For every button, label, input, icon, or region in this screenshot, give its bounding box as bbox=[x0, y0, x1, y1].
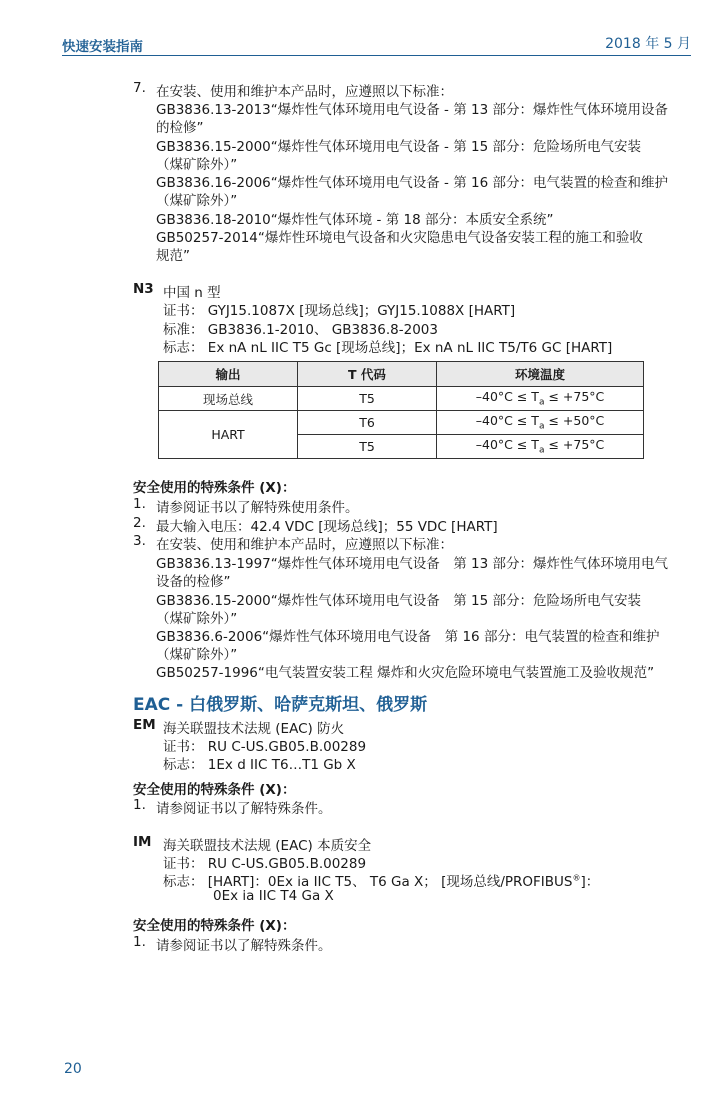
list-item-continued: （煤矿除外）” bbox=[156, 647, 238, 663]
item7-line: （煤矿除外）” bbox=[156, 193, 238, 209]
list-item: 请参阅证书以了解特殊使用条件。 bbox=[156, 500, 359, 516]
n3-code: N3 bbox=[133, 281, 154, 297]
page-number: 20 bbox=[64, 1061, 82, 1077]
section-heading-eac: EAC - 白俄罗斯、哈萨克斯坦、俄罗斯 bbox=[133, 695, 428, 715]
cell-tcode: T6 bbox=[298, 411, 437, 435]
im-title: 海关联盟技术法规 (EAC) 本质安全 bbox=[163, 838, 372, 854]
list-number: 3. bbox=[133, 533, 146, 549]
item7-line: GB3836.18-2010“爆炸性气体环境 - 第 18 部分：本质安全系统” bbox=[156, 212, 554, 228]
item7-line: GB50257-2014“爆炸性环境电气设备和火灾隐患电气设备安装工程的施工和验收 bbox=[156, 230, 643, 246]
cell-tcode: T5 bbox=[298, 387, 437, 411]
em-code: EM bbox=[133, 717, 156, 733]
list-item-continued: GB3836.15-2000“爆炸性气体环境用电气设备 第 15 部分：危险场所电气安装 bbox=[156, 593, 642, 609]
doc-date: 2018 年 5 月 bbox=[605, 36, 691, 52]
list-item: 最大输入电压：42.4 VDC [现场总线]；55 VDC [HART] bbox=[156, 519, 498, 535]
item7-line: GB3836.15-2000“爆炸性气体环境用电气设备 - 第 15 部分：危险场所电气安装 bbox=[156, 139, 641, 155]
doc-title: 快速安装指南 bbox=[62, 39, 143, 55]
item7-line: （煤矿除外）” bbox=[156, 157, 238, 173]
n3-marking: 标志： Ex nA nL IIC T5 Gc [现场总线]；Ex nA nL IIC T5/T6 GC [HART] bbox=[163, 340, 613, 356]
item7-line: GB3836.16-2006“爆炸性气体环境用电气设备 - 第 16 部分：电气装置的检查和维护 bbox=[156, 175, 668, 191]
im-cert: 证书： RU C-US.GB05.B.00289 bbox=[163, 856, 367, 872]
special-conditions-heading: 安全使用的特殊条件 (X)： bbox=[133, 480, 296, 496]
special-conditions-heading: 安全使用的特殊条件 (X)： bbox=[133, 782, 296, 798]
n3-cert: 证书： GYJ15.1087X [现场总线]；GYJ15.1088X [HART] bbox=[163, 303, 516, 319]
list-number: 1. bbox=[133, 797, 146, 813]
list-item: 请参阅证书以了解特殊条件。 bbox=[156, 938, 332, 954]
em-marking: 标志： 1Ex d IIC T6…T1 Gb X bbox=[163, 757, 356, 773]
im-marking-continued: 0Ex ia IIC T4 Ga X bbox=[213, 888, 334, 904]
temperature-table bbox=[158, 361, 644, 459]
cell-temp: $-40^\circ C \le T_a \le +75^\circ C$ bbox=[437, 387, 644, 411]
im-marking: 标志： [HART]：0Ex ia IIC T5、 T6 Ga X； [现场总线/PROFIBUS®]： bbox=[163, 873, 600, 890]
n3-standard: 标准： GB3836.1-2010、 GB3836.8-2003 bbox=[163, 322, 438, 338]
table-row bbox=[159, 387, 644, 411]
list-number: 1. bbox=[133, 934, 146, 950]
cell-temp: $-40^\circ C \le T_a \le +50^\circ C$ bbox=[437, 411, 644, 435]
list-item-continued: GB3836.6-2006“爆炸性气体环境用电气设备 第 16 部分：电气装置的检查和维护 bbox=[156, 629, 660, 645]
list-item-continued: （煤矿除外）” bbox=[156, 611, 238, 627]
col-header-ambient-temp: 环境温度 bbox=[437, 362, 644, 387]
list-item: 在安装、使用和维护本产品时，应遵照以下标准： bbox=[156, 537, 453, 553]
list-item: 请参阅证书以了解特殊条件。 bbox=[156, 801, 332, 817]
table-row bbox=[159, 411, 644, 435]
header-rule bbox=[62, 55, 691, 56]
col-header-tcode: T 代码 bbox=[298, 362, 437, 387]
cell-output: HART bbox=[159, 411, 298, 459]
col-header-output: 输出 bbox=[159, 362, 298, 387]
list-item-continued: GB50257-1996“电气装置安装工程 爆炸和火灾危险环境电气装置施工及验收规范” bbox=[156, 665, 655, 681]
item7-line: 在安装、使用和维护本产品时，应遵照以下标准： bbox=[156, 84, 453, 100]
cell-tcode: T5 bbox=[298, 435, 437, 459]
cell-output: 现场总线 bbox=[159, 387, 298, 411]
em-cert: 证书： RU C-US.GB05.B.00289 bbox=[163, 739, 367, 755]
list-item-continued: 设备的检修” bbox=[156, 574, 231, 590]
special-conditions-heading: 安全使用的特殊条件 (X)： bbox=[133, 918, 296, 934]
list-item-continued: GB3836.13-1997“爆炸性气体环境用电气设备 第 13 部分：爆炸性气体环境用电气 bbox=[156, 556, 669, 572]
item7-line: GB3836.13-2013“爆炸性气体环境用电气设备 - 第 13 部分：爆炸性气体环境用设备 bbox=[156, 102, 668, 118]
item7-number: 7. bbox=[133, 80, 146, 96]
cell-temp: $-40^\circ C \le T_a \le +75^\circ C$ bbox=[437, 435, 644, 459]
list-number: 2. bbox=[133, 515, 146, 531]
n3-title: 中国 n 型 bbox=[163, 285, 221, 301]
im-code: IM bbox=[133, 834, 152, 850]
item7-line: 规范” bbox=[156, 248, 190, 264]
em-title: 海关联盟技术法规 (EAC) 防火 bbox=[163, 721, 345, 737]
page-header bbox=[62, 33, 691, 57]
item7-line: 的检修” bbox=[156, 120, 204, 136]
list-number: 1. bbox=[133, 496, 146, 512]
